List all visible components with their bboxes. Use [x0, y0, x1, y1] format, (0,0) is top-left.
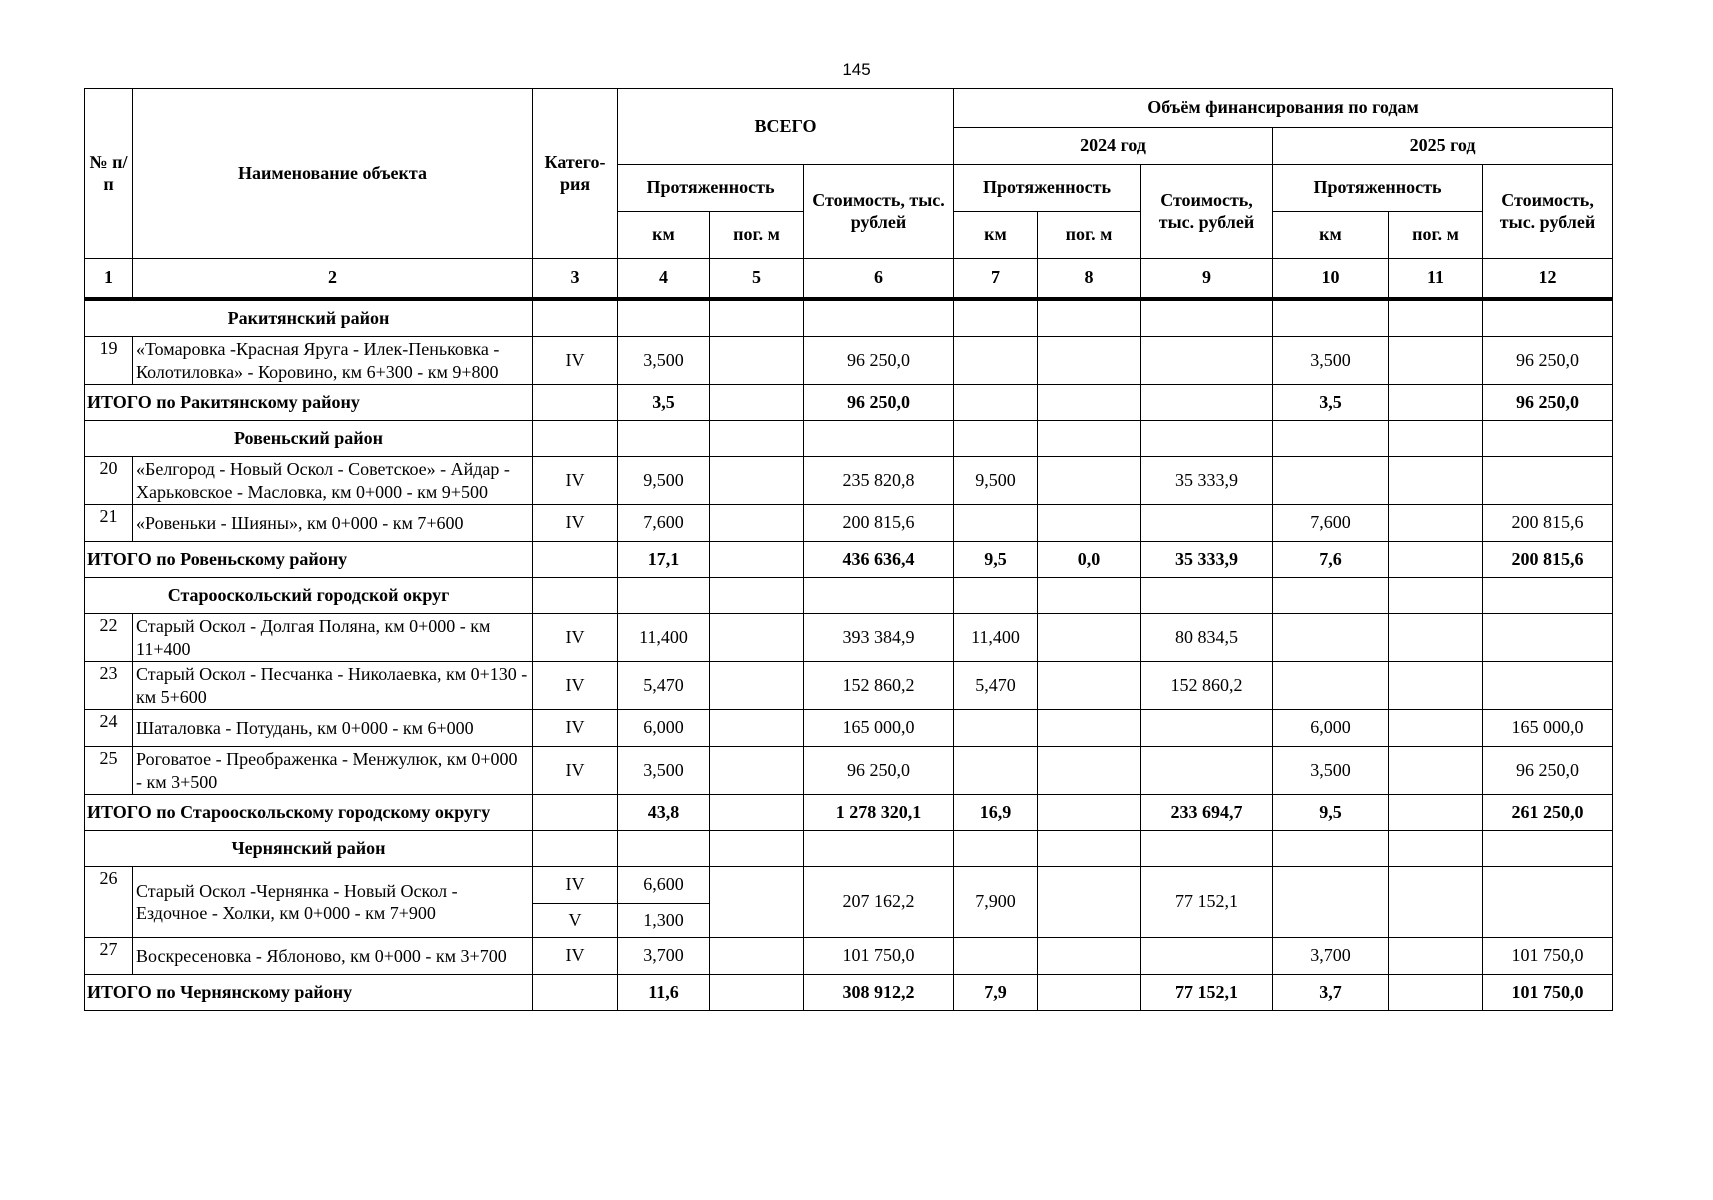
- empty-cell: [1038, 421, 1141, 457]
- value-cost24: 80 834,5: [1141, 614, 1273, 662]
- value-cost25: 101 750,0: [1483, 938, 1613, 975]
- value-cost25: 165 000,0: [1483, 710, 1613, 747]
- value-km24: [954, 747, 1038, 795]
- value-km: 11,6: [618, 975, 710, 1011]
- empty-cell: [618, 578, 710, 614]
- value-km25: [1273, 867, 1389, 938]
- empty-cell: [954, 578, 1038, 614]
- table-row: [85, 614, 1613, 662]
- object-name: Роговатое - Преображенка - Менжулюк, км 0+000 - км 3+500: [133, 747, 533, 795]
- total-row: [85, 795, 1613, 831]
- header-cost-2024: Стоимость, тыс. рублей: [1141, 165, 1273, 259]
- empty-cell: [1273, 299, 1389, 337]
- value-km24: 7,9: [954, 975, 1038, 1011]
- district-header-row: [85, 578, 1613, 614]
- value-pm24: [1038, 614, 1141, 662]
- district-name: Ровеньский район: [85, 421, 533, 457]
- table-row: [85, 662, 1613, 710]
- header-cost-2025: Стоимость, тыс. рублей: [1483, 165, 1613, 259]
- empty-cell: [804, 299, 954, 337]
- value-km: 7,600: [618, 505, 710, 542]
- empty-cell: [533, 975, 618, 1011]
- empty-cell: [1389, 421, 1483, 457]
- value-km: 1,300: [618, 904, 710, 938]
- value-cost: 235 820,8: [804, 457, 954, 505]
- value-cost: 1 278 320,1: [804, 795, 954, 831]
- value-cost25: 96 250,0: [1483, 747, 1613, 795]
- value-km: 11,400: [618, 614, 710, 662]
- row-number: 23: [85, 662, 133, 710]
- value-pm25: [1389, 457, 1483, 505]
- value-cost25: [1483, 457, 1613, 505]
- value-pm: [710, 710, 804, 747]
- object-name: Старый Оскол - Долгая Поляна, км 0+000 - км 11+400: [133, 614, 533, 662]
- row-number: 25: [85, 747, 133, 795]
- table-row: [85, 337, 1613, 385]
- value-km: 3,700: [618, 938, 710, 975]
- total-label: ИТОГО по Ровеньскому району: [85, 542, 533, 578]
- value-pm24: [1038, 457, 1141, 505]
- value-km24: 11,400: [954, 614, 1038, 662]
- header-length-2025: Протяженность: [1273, 165, 1483, 212]
- value-km25: 7,6: [1273, 542, 1389, 578]
- value-km25: 6,000: [1273, 710, 1389, 747]
- col-number: 6: [804, 259, 954, 300]
- category: V: [533, 904, 618, 938]
- empty-cell: [1273, 578, 1389, 614]
- empty-cell: [1483, 421, 1613, 457]
- empty-cell: [710, 578, 804, 614]
- category: IV: [533, 505, 618, 542]
- empty-cell: [1389, 299, 1483, 337]
- district-name: Старооскольский городской округ: [85, 578, 533, 614]
- empty-cell: [1483, 831, 1613, 867]
- table-row: [85, 938, 1613, 975]
- empty-cell: [1038, 299, 1141, 337]
- value-pm: [710, 662, 804, 710]
- row-number: 19: [85, 337, 133, 385]
- value-cost24: 152 860,2: [1141, 662, 1273, 710]
- value-cost24: [1141, 938, 1273, 975]
- value-cost25: 96 250,0: [1483, 337, 1613, 385]
- header-pm-2025: пог. м: [1389, 212, 1483, 259]
- value-pm: [710, 867, 804, 938]
- total-row: [85, 385, 1613, 421]
- empty-cell: [618, 831, 710, 867]
- col-number: 8: [1038, 259, 1141, 300]
- row-number: 22: [85, 614, 133, 662]
- empty-cell: [618, 421, 710, 457]
- col-number: 3: [533, 259, 618, 300]
- value-cost: 96 250,0: [804, 385, 954, 421]
- value-pm25: [1389, 542, 1483, 578]
- col-number: 5: [710, 259, 804, 300]
- value-km24: 9,500: [954, 457, 1038, 505]
- value-pm24: [1038, 747, 1141, 795]
- empty-cell: [1483, 578, 1613, 614]
- total-row: [85, 542, 1613, 578]
- value-cost24: [1141, 505, 1273, 542]
- category: IV: [533, 710, 618, 747]
- empty-cell: [533, 299, 618, 337]
- value-pm: [710, 337, 804, 385]
- col-number: 2: [133, 259, 533, 300]
- row-number: 21: [85, 505, 133, 542]
- row-number: 27: [85, 938, 133, 975]
- value-cost25: [1483, 867, 1613, 938]
- object-name: Воскресеновка - Яблоново, км 0+000 - км 3+700: [133, 938, 533, 975]
- value-cost: 436 636,4: [804, 542, 954, 578]
- header-length-2024: Протяженность: [954, 165, 1141, 212]
- empty-cell: [533, 831, 618, 867]
- value-pm24: [1038, 385, 1141, 421]
- empty-cell: [1141, 831, 1273, 867]
- value-cost25: 200 815,6: [1483, 505, 1613, 542]
- header-km-2024: км: [954, 212, 1038, 259]
- value-cost24: [1141, 747, 1273, 795]
- object-name: Старый Оскол - Песчанка - Николаевка, км 0+130 - км 5+600: [133, 662, 533, 710]
- value-pm24: [1038, 867, 1141, 938]
- empty-cell: [710, 831, 804, 867]
- value-km: 3,500: [618, 337, 710, 385]
- header-year-2024: 2024 год: [954, 128, 1273, 165]
- value-km24: 7,900: [954, 867, 1038, 938]
- table-row: [85, 505, 1613, 542]
- empty-cell: [954, 299, 1038, 337]
- header-pm-2024: пог. м: [1038, 212, 1141, 259]
- value-km25: 3,500: [1273, 747, 1389, 795]
- category: IV: [533, 457, 618, 505]
- header-year-2025: 2025 год: [1273, 128, 1613, 165]
- empty-cell: [804, 421, 954, 457]
- empty-cell: [710, 299, 804, 337]
- value-pm: [710, 457, 804, 505]
- value-pm24: [1038, 337, 1141, 385]
- value-pm25: [1389, 938, 1483, 975]
- district-name: Чернянский район: [85, 831, 533, 867]
- value-pm: [710, 795, 804, 831]
- header-name: Наименование объекта: [133, 89, 533, 259]
- header-total: ВСЕГО: [618, 89, 954, 165]
- object-name: «Томаровка -Красная Яруга - Илек-Пеньковка - Колотиловка» - Коровино, км 6+300 - км 9+800: [133, 337, 533, 385]
- empty-cell: [618, 299, 710, 337]
- value-km25: 3,500: [1273, 337, 1389, 385]
- district-header-row: [85, 831, 1613, 867]
- header-km-2025: км: [1273, 212, 1389, 259]
- value-cost25: 200 815,6: [1483, 542, 1613, 578]
- total-label: ИТОГО по Чернянскому району: [85, 975, 533, 1011]
- value-pm24: [1038, 975, 1141, 1011]
- empty-cell: [954, 831, 1038, 867]
- object-name: Старый Оскол -Чернянка - Новый Оскол - Ездочное - Холки, км 0+000 - км 7+900: [133, 867, 533, 938]
- category: IV: [533, 662, 618, 710]
- value-km25: 3,700: [1273, 938, 1389, 975]
- value-km25: 3,7: [1273, 975, 1389, 1011]
- value-km: 6,600: [618, 867, 710, 904]
- empty-cell: [533, 421, 618, 457]
- value-km: 3,5: [618, 385, 710, 421]
- value-pm25: [1389, 505, 1483, 542]
- value-pm25: [1389, 337, 1483, 385]
- value-cost: 165 000,0: [804, 710, 954, 747]
- empty-cell: [533, 542, 618, 578]
- header-funding: Объём финансирования по годам: [954, 89, 1613, 128]
- object-name: «Ровеньки - Шияны», км 0+000 - км 7+600: [133, 505, 533, 542]
- value-km: 17,1: [618, 542, 710, 578]
- header-num: № п/п: [85, 89, 133, 259]
- empty-cell: [533, 578, 618, 614]
- empty-cell: [1389, 831, 1483, 867]
- col-number: 9: [1141, 259, 1273, 300]
- empty-cell: [1038, 578, 1141, 614]
- col-number: 7: [954, 259, 1038, 300]
- value-cost: 96 250,0: [804, 747, 954, 795]
- category: IV: [533, 938, 618, 975]
- category: IV: [533, 337, 618, 385]
- value-km24: [954, 710, 1038, 747]
- value-cost24: 77 152,1: [1141, 867, 1273, 938]
- empty-cell: [954, 421, 1038, 457]
- empty-cell: [804, 831, 954, 867]
- value-cost24: [1141, 337, 1273, 385]
- district-name: Ракитянский район: [85, 299, 533, 337]
- row-number: 24: [85, 710, 133, 747]
- col-number: 11: [1389, 259, 1483, 300]
- value-km25: [1273, 662, 1389, 710]
- empty-cell: [1273, 831, 1389, 867]
- col-number: 10: [1273, 259, 1389, 300]
- value-cost24: [1141, 710, 1273, 747]
- value-cost25: [1483, 614, 1613, 662]
- value-cost: 101 750,0: [804, 938, 954, 975]
- value-cost: 207 162,2: [804, 867, 954, 938]
- empty-cell: [1141, 299, 1273, 337]
- value-cost24: 233 694,7: [1141, 795, 1273, 831]
- value-pm: [710, 542, 804, 578]
- value-pm25: [1389, 795, 1483, 831]
- value-km25: 9,5: [1273, 795, 1389, 831]
- total-label: ИТОГО по Ракитянскому району: [85, 385, 533, 421]
- value-pm: [710, 747, 804, 795]
- header-category: Катего-рия: [533, 89, 618, 259]
- value-km: 5,470: [618, 662, 710, 710]
- page-number: 145: [842, 60, 871, 79]
- empty-cell: [1141, 421, 1273, 457]
- value-pm24: [1038, 662, 1141, 710]
- value-pm: [710, 975, 804, 1011]
- value-pm25: [1389, 662, 1483, 710]
- value-cost24: 77 152,1: [1141, 975, 1273, 1011]
- empty-cell: [804, 578, 954, 614]
- table-row: [85, 710, 1613, 747]
- empty-cell: [1483, 299, 1613, 337]
- total-row: [85, 975, 1613, 1011]
- value-km25: 7,600: [1273, 505, 1389, 542]
- value-km25: 3,5: [1273, 385, 1389, 421]
- value-pm: [710, 938, 804, 975]
- col-number: 4: [618, 259, 710, 300]
- value-cost: 393 384,9: [804, 614, 954, 662]
- object-name: Шаталовка - Потудань, км 0+000 - км 6+000: [133, 710, 533, 747]
- value-pm: [710, 385, 804, 421]
- empty-cell: [710, 421, 804, 457]
- table-body: [85, 259, 1613, 1011]
- value-km: 6,000: [618, 710, 710, 747]
- object-name: «Белгород - Новый Оскол - Советское» - Айдар - Харьковское - Масловка, км 0+000 - км 9+500: [133, 457, 533, 505]
- total-label: ИТОГО по Старооскольскому городскому округу: [85, 795, 533, 831]
- empty-cell: [1389, 578, 1483, 614]
- value-km24: 16,9: [954, 795, 1038, 831]
- value-pm25: [1389, 710, 1483, 747]
- value-cost25: 101 750,0: [1483, 975, 1613, 1011]
- value-km25: [1273, 457, 1389, 505]
- value-cost25: 96 250,0: [1483, 385, 1613, 421]
- value-cost: 200 815,6: [804, 505, 954, 542]
- value-km24: 5,470: [954, 662, 1038, 710]
- category: IV: [533, 747, 618, 795]
- header-pm-total: пог. м: [710, 212, 804, 259]
- value-km24: [954, 337, 1038, 385]
- value-cost: 152 860,2: [804, 662, 954, 710]
- value-pm25: [1389, 867, 1483, 938]
- category: IV: [533, 867, 618, 904]
- value-km24: [954, 385, 1038, 421]
- value-cost: 308 912,2: [804, 975, 954, 1011]
- value-km24: 9,5: [954, 542, 1038, 578]
- value-pm24: [1038, 505, 1141, 542]
- table-row: [85, 747, 1613, 795]
- value-cost25: [1483, 662, 1613, 710]
- value-pm: [710, 614, 804, 662]
- value-pm25: [1389, 747, 1483, 795]
- district-header-row: [85, 299, 1613, 337]
- col-number: 12: [1483, 259, 1613, 300]
- value-cost25: 261 250,0: [1483, 795, 1613, 831]
- value-pm25: [1389, 614, 1483, 662]
- empty-cell: [533, 795, 618, 831]
- value-km25: [1273, 614, 1389, 662]
- header-cost-total: Стоимость, тыс. рублей: [804, 165, 954, 259]
- value-km: 3,500: [618, 747, 710, 795]
- table-row: [85, 457, 1613, 505]
- value-cost24: 35 333,9: [1141, 542, 1273, 578]
- value-cost24: 35 333,9: [1141, 457, 1273, 505]
- empty-cell: [1273, 421, 1389, 457]
- value-cost: 96 250,0: [804, 337, 954, 385]
- financing-table: [84, 88, 1613, 1011]
- row-number: 20: [85, 457, 133, 505]
- value-pm24: [1038, 710, 1141, 747]
- value-pm24: [1038, 795, 1141, 831]
- district-header-row: [85, 421, 1613, 457]
- value-pm25: [1389, 385, 1483, 421]
- value-pm24: 0,0: [1038, 542, 1141, 578]
- value-pm: [710, 505, 804, 542]
- value-pm24: [1038, 938, 1141, 975]
- empty-cell: [1038, 831, 1141, 867]
- value-km: 43,8: [618, 795, 710, 831]
- category: IV: [533, 614, 618, 662]
- row-number: 26: [85, 867, 133, 938]
- value-km24: [954, 938, 1038, 975]
- col-number: 1: [85, 259, 133, 300]
- value-cost24: [1141, 385, 1273, 421]
- value-pm25: [1389, 975, 1483, 1011]
- empty-cell: [1141, 578, 1273, 614]
- header-length-total: Протяженность: [618, 165, 804, 212]
- header-km-total: км: [618, 212, 710, 259]
- column-number-row: [85, 259, 1613, 300]
- empty-cell: [533, 385, 618, 421]
- table-row: [85, 867, 1613, 904]
- value-km: 9,500: [618, 457, 710, 505]
- value-km24: [954, 505, 1038, 542]
